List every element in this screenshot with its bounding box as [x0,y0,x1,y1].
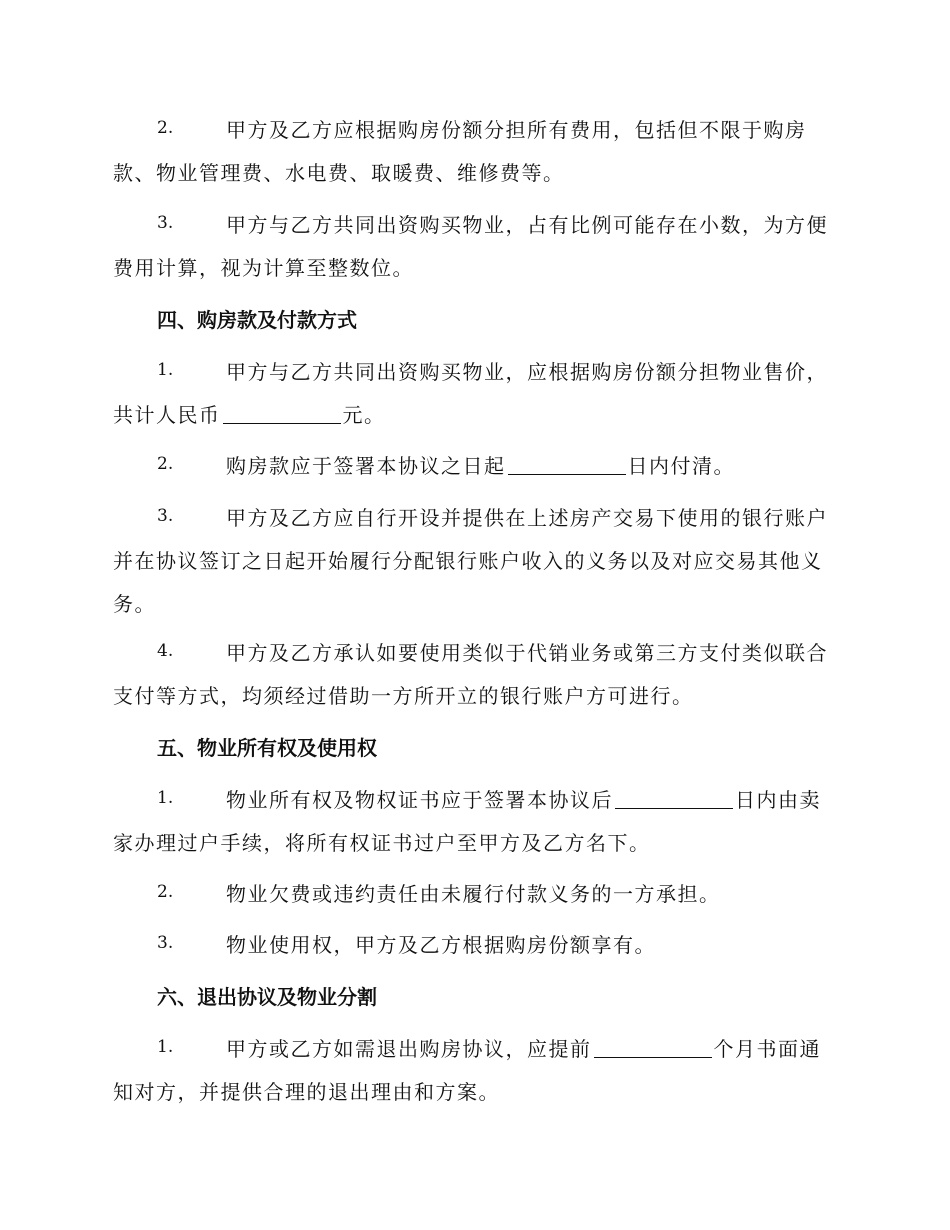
paragraph-line: 甲方及乙方承认如要使用类似于代销业务或第三方支付类似联合 [226,641,828,665]
section-heading: 四、购房款及付款方式 [157,308,357,332]
item-number: 3. [157,506,174,526]
item-number: 4. [157,641,174,661]
item-number: 3. [157,213,174,233]
paragraph-line: 甲方或乙方如需退出购房协议，应提前 个月书面通 [226,1037,821,1061]
paragraph-line: 共计人民币 元。 [113,403,386,427]
section-heading: 六、退出协议及物业分割 [157,985,377,1009]
paragraph-line: 甲方及乙方应自行开设并提供在上述房产交易下使用的银行账户 [226,506,828,530]
item-number: 3. [157,933,174,953]
paragraph-line: 家办理过户手续，将所有权证书过户至甲方及乙方名下。 [113,831,651,855]
paragraph-line: 购房款应于签署本协议之日起 日内付清。 [226,454,735,478]
paragraph-line: 甲方及乙方应根据购房份额分担所有费用，包括但不限于购房 [226,118,807,142]
item-number: 2. [157,118,174,138]
paragraph-line: 甲方与乙方共同出资购买物业，占有比例可能存在小数，为方便 [226,213,828,237]
paragraph-line: 物业使用权，甲方及乙方根据购房份额享有。 [226,933,656,957]
fill-in-blank [615,790,733,809]
paragraph-line: 甲方与乙方共同出资购买物业，应根据购房份额分担物业售价， [226,360,828,384]
paragraph-line: 支付等方式，均须经过借助一方所开立的银行账户方可进行。 [113,684,694,708]
item-number: 1. [157,360,174,380]
paragraph-line: 物业所有权及物权证书应于签署本协议后 日内由卖 [226,788,821,812]
fill-in-blank [508,456,626,475]
paragraph-line: 知对方，并提供合理的退出理由和方案。 [113,1080,500,1104]
paragraph-line: 物业欠费或违约责任由未履行付款义务的一方承担。 [226,882,721,906]
paragraph-line: 并在协议签订之日起开始履行分配银行账户收入的义务以及对应交易其他义 [113,549,823,573]
item-number: 2. [157,882,174,902]
item-number: 2. [157,454,174,474]
section-heading: 五、物业所有权及使用权 [157,736,377,760]
paragraph-line: 务。 [113,592,156,616]
fill-in-blank [223,405,341,424]
paragraph-line: 款、物业管理费、水电费、取暖费、维修费等。 [113,161,565,185]
item-number: 1. [157,788,174,808]
paragraph-line: 费用计算，视为计算至整数位。 [113,256,414,280]
item-number: 1. [157,1037,174,1057]
fill-in-blank [594,1039,712,1058]
